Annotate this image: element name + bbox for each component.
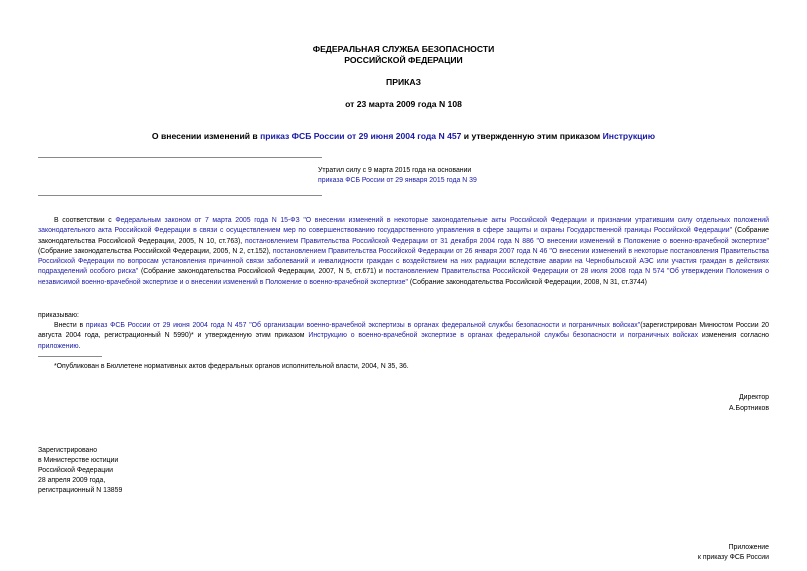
preamble-link-decree-46[interactable]: постановлением Правительства Российской Федерации от 26 января 2007 года N 46 "О внесении изменений в некоторые постановления Правительства Российской Федерации по вопросам установления причинной связи заболеваний и инвалидности граждан с воздействием на них радиации вследствие аварии на Чернобыльской АЭС или участия граждан в действиях подразделений особого риска"	[38, 247, 770, 276]
document-title	[0, 131, 807, 142]
title-text-pre: О внесении изменений в	[151, 131, 261, 141]
preamble-text-4: (Собрание законодательства Российской Федерации, 2007, N 5, ст.671) и	[138, 268, 386, 276]
footnote-divider	[38, 356, 102, 357]
appendix-reference: к приказу ФСБ России	[697, 554, 769, 561]
preamble-paragraph	[38, 216, 769, 288]
agency-name-line2: РОССИЙСКОЙ ФЕДЕРАЦИИ	[344, 55, 463, 65]
preamble-link-decree-574[interactable]: постановлением Правительства Российской Федерации от 28 июля 2008 года N 574 "Об утверждении Положения о независимой военно-врачебной экспертизе и о внесении изменений в Положение о военно-врачебной экспертизе"	[38, 268, 769, 286]
order-text-4: .	[78, 342, 81, 350]
registration-block	[38, 446, 122, 496]
preamble-text-3: (Собрание законодательства Российской Федерации, 2005, N 2, ст.152),	[38, 247, 273, 255]
order-link-instruction[interactable]: Инструкцию о военно-врачебной экспертизе в органах федеральной службы безопасности и пограничных войсках	[308, 332, 699, 340]
registration-line: 28 апреля 2009 года,	[38, 477, 106, 484]
footnote: *Опубликован в Бюллетене нормативных актов федеральных органов исполнительной власти, 2004, N 35, 36.	[54, 363, 409, 370]
title-link-order-457[interactable]: приказ ФСБ России от 29 июня 2004 года N 457	[260, 131, 462, 141]
document-type: ПРИКАЗ	[386, 77, 421, 87]
appendix-label: Приложение	[728, 544, 769, 551]
divider-top	[38, 157, 322, 158]
status-note	[318, 166, 618, 186]
divider-status	[38, 195, 322, 196]
status-link[interactable]: приказа ФСБ России от 29 января 2015 года N 39	[318, 177, 477, 184]
preamble-link-decree-886[interactable]: постановлением Правительства Российской Федерации от 31 декабря 2004 года N 886 "О внесении изменений в Положение о военно-врачебной экспертизе"	[244, 237, 770, 245]
title-text-mid: и утвержденную этим приказом	[461, 131, 603, 141]
preamble-text-2: (Собрание законодательства Российской Федерации, 2005, N 10, ст.763),	[38, 227, 769, 245]
order-link-appendix[interactable]: приложению	[38, 342, 79, 350]
order-text-3: изменения согласно	[698, 332, 769, 340]
title-link-instruction[interactable]: Инструкцию	[602, 131, 656, 141]
registration-line: регистрационный N 13859	[38, 487, 123, 494]
status-line: Утратил силу с 9 марта 2015 года на основании	[318, 167, 472, 174]
order-paragraph	[38, 321, 769, 352]
order-text-2: (зарегистрирован Минюстом России 20 августа 2004 года, регистрационный N 5990)* и утвержденную этим приказом	[38, 322, 769, 340]
signature-position: Директор	[738, 394, 769, 401]
document-date-number: от 23 марта 2009 года N 108	[345, 99, 462, 109]
registration-line: Зарегистрировано	[38, 447, 98, 454]
preamble-text-1: В соответствии с	[54, 217, 116, 224]
preamble-link-federal-law[interactable]: Федеральным законом от 7 марта 2005 года N 15-ФЗ "О внесении изменений в некоторые законодательные акты Российской Федерации и признании утратившим силу отдельных положений законодательного акта Российской Федерации в связи с осуществлением мер по совершенствованию государственного управления в сфере защиты и охраны Государственной границы Российской Федерации"	[38, 217, 769, 235]
order-heading: приказываю:	[38, 312, 79, 319]
agency-name-line1: ФЕДЕРАЛЬНАЯ СЛУЖБА БЕЗОПАСНОСТИ	[312, 44, 495, 54]
preamble-text-5: (Собрание законодательства Российской Федерации, 2008, N 31, ст.3744)	[407, 278, 647, 286]
order-text-1: Внести в	[54, 322, 86, 329]
registration-line: Российской Федерации	[38, 467, 113, 474]
order-link-order-457[interactable]: приказ ФСБ России от 29 июня 2004 года N 457 "Об организации военно-врачебной экспертизы в органах федеральной службы безопасности и пограничных войсках"	[85, 322, 641, 329]
signature-name: А.Бортников	[729, 405, 769, 412]
registration-line: в Министерстве юстиции	[38, 457, 119, 464]
